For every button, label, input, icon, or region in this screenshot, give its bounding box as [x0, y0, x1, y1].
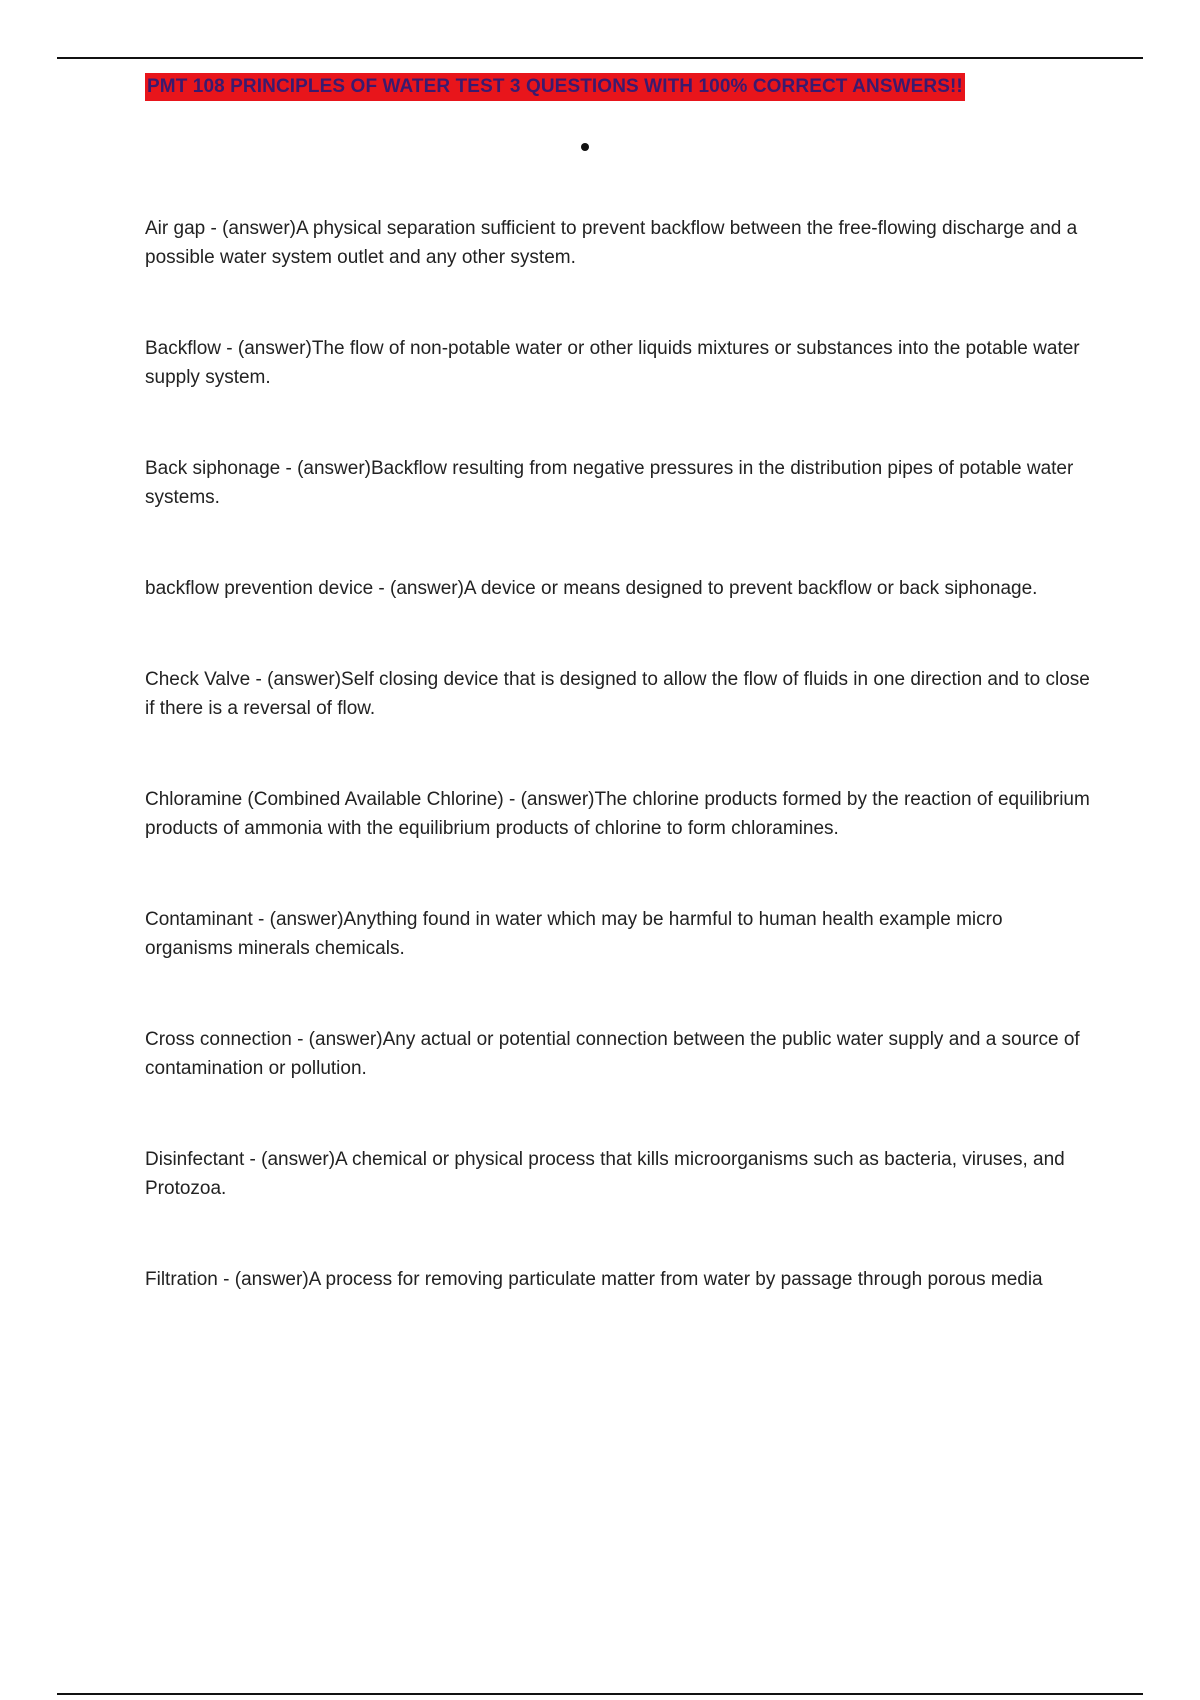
glossary-entry-check-valve: Check Valve - (answer)Self closing device that is designed to allow the flow of fluids in one direction and to close if there is a reversal of flow. [145, 669, 1090, 719]
glossary-entry-chloramine: Chloramine (Combined Available Chlorine) - (answer)The chlorine products formed by the reaction of equilibrium products of ammonia with the equilibrium products of chlorine to form chloramines. [145, 789, 1090, 839]
glossary-entry-filtration: Filtration - (answer)A process for removing particulate matter from water by passage through porous media [145, 1269, 1043, 1290]
glossary-entry-backflow-prevention-device: backflow prevention device - (answer)A device or means designed to prevent backflow or back siphonage. [145, 578, 1038, 599]
glossary-entry-disinfectant: Disinfectant - (answer)A chemical or physical process that kills microorganisms such as bacteria, viruses, and Protozoa. [145, 1149, 1065, 1199]
glossary-entry-back-siphonage: Back siphonage - (answer)Backflow resulting from negative pressures in the distribution pipes of potable water systems. [145, 458, 1074, 508]
glossary-entry-air-gap: Air gap - (answer)A physical separation sufficient to prevent backflow between the free-flowing discharge and a possible water system outlet and any other system. [145, 218, 1078, 268]
glossary-entry-contaminant: Contaminant - (answer)Anything found in water which may be harmful to human health example micro organisms minerals chemicals. [145, 909, 1003, 959]
glossary-entry-cross-connection: Cross connection - (answer)Any actual or potential connection between the public water supply and a source of contamination or pollution. [145, 1029, 1080, 1079]
glossary-list [145, 214, 1095, 1356]
bottom-rule [57, 1693, 1143, 1695]
top-rule [57, 57, 1143, 59]
glossary-entry-backflow: Backflow - (answer)The flow of non-potable water or other liquids mixtures or substances into the potable water supply system. [145, 338, 1080, 388]
bullet-icon [581, 143, 589, 151]
title-block [145, 73, 965, 101]
document-title: PMT 108 PRINCIPLES OF WATER TEST 3 QUESTIONS WITH 100% CORRECT ANSWERS!! [145, 73, 965, 101]
